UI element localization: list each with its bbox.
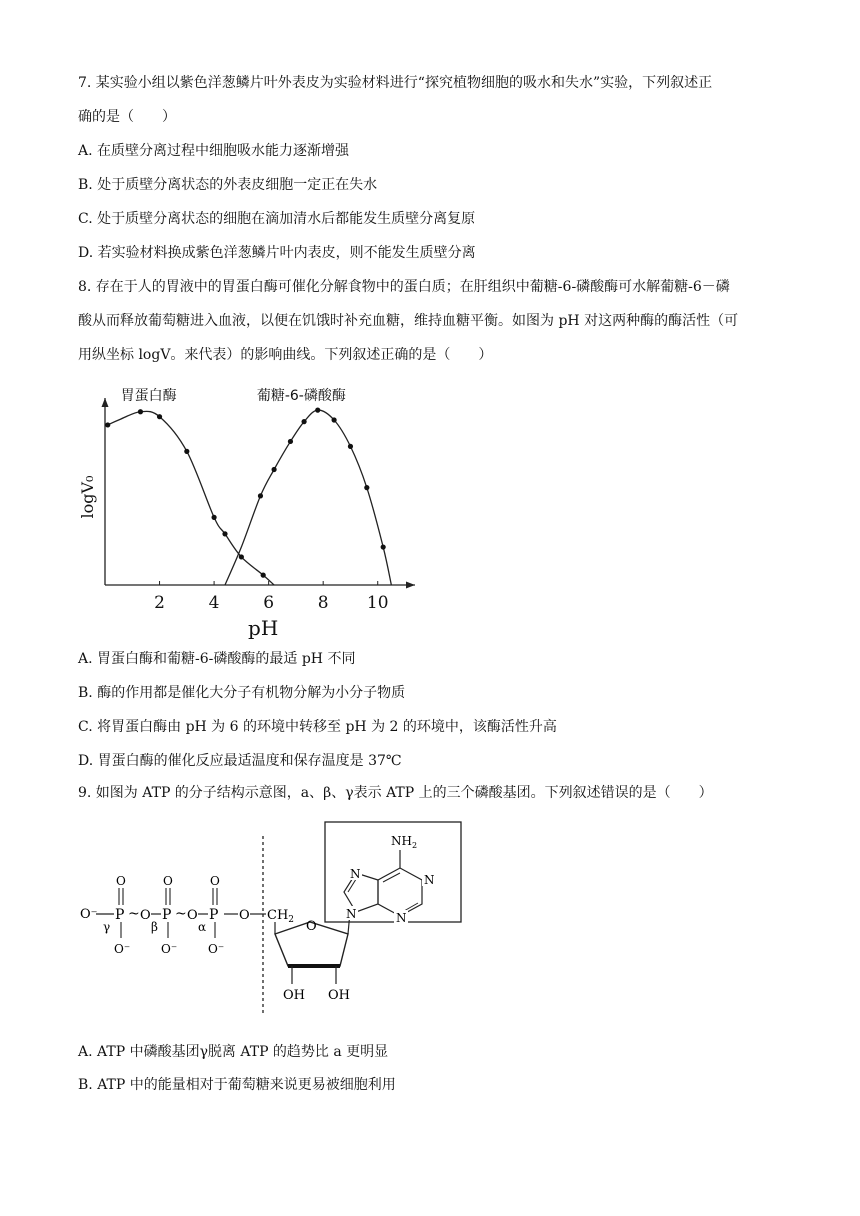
n3: N (396, 911, 407, 925)
q9-option-b: B. ATP 中的能量相对于葡萄糖来说更易被细胞利用 (78, 1077, 396, 1093)
x-tick-label: 8 (317, 593, 329, 613)
data-point (331, 417, 336, 422)
series-label: 胃蛋白酶 (120, 388, 177, 405)
oh-left: OH (283, 988, 305, 1003)
data-point (315, 408, 320, 413)
data-point (381, 544, 386, 549)
q8-stem-line3: 用纵坐标 logV。来代表）的影响曲线。下列叙述正确的是（ ） (78, 347, 493, 363)
o-minus-bottom-alpha: O⁻ (208, 942, 225, 956)
o-minus-bottom-beta: O⁻ (161, 942, 178, 956)
nh2-label: $NH_2$ (391, 834, 418, 850)
data-point (105, 422, 110, 427)
o-minus-left: O⁻ (80, 907, 98, 922)
n1: N (424, 873, 435, 887)
tilde-1: ~ (128, 906, 140, 922)
series-curve (108, 411, 274, 585)
data-point (222, 531, 227, 536)
n9: N (346, 907, 357, 921)
ch2-label: $CH_2$ (267, 908, 295, 925)
data-point (348, 444, 353, 449)
series-label: 葡糖-6-磷酸酶 (256, 388, 346, 405)
data-point (138, 409, 143, 414)
q8-option-d: D. 胃蛋白酶的催化反应最适温度和保存温度是 37℃ (78, 753, 402, 769)
o-top-gamma: O (116, 874, 126, 888)
x-tick-label: 2 (154, 593, 165, 613)
o-link-2: O (187, 908, 198, 923)
data-point (288, 439, 293, 444)
q7-stem-line2: 确的是（ ） (78, 109, 176, 125)
q8-stem-line2: 酸从而释放葡萄糖进入血液，以便在饥饿时补充血糖，维持血糖平衡。如图为 pH 对这两种酶的酶活性（可 (78, 313, 739, 329)
o-link-3: O (239, 908, 250, 923)
n7: N (350, 867, 361, 881)
data-point (258, 493, 263, 498)
p-alpha: P (209, 907, 219, 923)
q7-option-b: B. 处于质壁分离状态的外表皮细胞一定正在失水 (78, 177, 378, 193)
data-point (261, 573, 266, 578)
adenine-structure (344, 834, 436, 925)
beta-label: β (151, 920, 158, 934)
data-point (271, 467, 276, 472)
gamma-label: γ (103, 920, 111, 934)
tilde-2: ~ (175, 906, 187, 922)
chart-curves (108, 410, 392, 585)
x-tick-label: 10 (366, 593, 389, 613)
q8-option-c: C. 将胃蛋白酶由 pH 为 6 的环境中转移至 pH 为 2 的环境中，该酶活性升高 (78, 719, 557, 735)
p-beta: P (162, 907, 172, 923)
y-axis-arrow (102, 398, 109, 407)
data-point (301, 419, 306, 424)
ph-enzyme-activity-chart (78, 380, 428, 640)
data-point (239, 554, 244, 559)
alpha-label: α (198, 920, 207, 934)
p-gamma: P (115, 907, 125, 923)
q8-option-a: A. 胃蛋白酶和葡糖-6-磷酸酶的最适 pH 不同 (78, 651, 356, 667)
series-curve (225, 410, 391, 585)
data-point (211, 515, 216, 520)
data-point (157, 414, 162, 419)
q7-stem-line1: 7. 某实验小组以紫色洋葱鳞片叶外表皮为实验材料进行“探究植物细胞的吸水和失水”实验，下列叙述正 (78, 75, 713, 91)
oh-right: OH (328, 988, 350, 1003)
q7-option-d: D. 若实验材料换成紫色洋葱鳞片叶内表皮，则不能发生质壁分离 (78, 245, 476, 261)
o-minus-bottom-gamma: O⁻ (114, 942, 131, 956)
q9-stem: 9. 如图为 ATP 的分子结构示意图，a、β、γ表示 ATP 上的三个磷酸基团。下列叙述错误的是（ ） (78, 785, 713, 801)
q7-option-c: C. 处于质壁分离状态的细胞在滴加清水后都能发生质壁分离复原 (78, 211, 476, 227)
x-axis-label: pH (248, 616, 279, 640)
q8-stem-line1: 8. 存在于人的胃液中的胃蛋白酶可催化分解食物中的蛋白质；在肝组织中葡糖-6-磷酸酶可水解葡糖-6－磷 (78, 279, 730, 295)
x-tick-label: 4 (208, 593, 220, 613)
atp-structure-diagram (78, 818, 478, 1018)
data-point (364, 485, 369, 490)
o-top-alpha: O (210, 874, 220, 888)
data-point (184, 449, 189, 454)
ribose-o: O (306, 919, 317, 934)
chart-labels (78, 387, 389, 640)
y-axis-label: logV₀ (78, 475, 97, 519)
q7-option-a: A. 在质壁分离过程中细胞吸水能力逐渐增强 (78, 143, 350, 159)
q9-option-a: A. ATP 中磷酸基团γ脱离 ATP 的趋势比 a 更明显 (78, 1044, 389, 1060)
q8-option-b: B. 酶的作用都是催化大分子有机物分解为小分子物质 (78, 685, 406, 701)
x-tick-label: 6 (263, 593, 275, 613)
o-link-1: O (140, 908, 151, 923)
x-axis-arrow (406, 582, 415, 589)
o-top-beta: O (163, 874, 173, 888)
